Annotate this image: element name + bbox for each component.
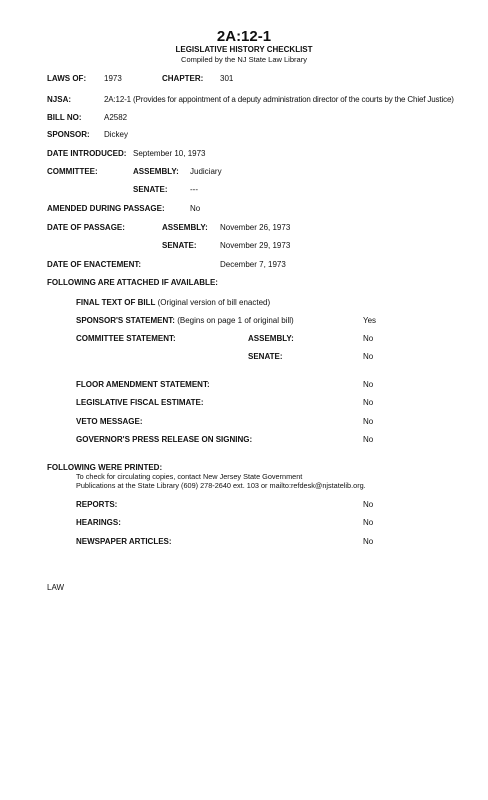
- governor-release-value: No: [363, 435, 374, 444]
- bill-no-label: BILL NO:: [47, 113, 82, 122]
- newspaper-value: No: [363, 537, 374, 546]
- chapter-label: CHAPTER:: [162, 74, 204, 83]
- chapter-value: 301: [220, 74, 234, 83]
- final-text-note: (Original version of bill enacted): [157, 298, 271, 307]
- committee-senate-value: ---: [190, 185, 198, 194]
- attached-heading: FOLLOWING ARE ATTACHED IF AVAILABLE:: [47, 278, 218, 287]
- printed-heading: FOLLOWING WERE PRINTED:: [47, 463, 163, 472]
- printed-note-line1: To check for circulating copies, contact New Jersey State Government: [76, 472, 303, 481]
- passage-assembly-value: November 26, 1973: [220, 223, 291, 232]
- date-introduced-label: DATE INTRODUCED:: [47, 149, 127, 158]
- passage-assembly-label: ASSEMBLY:: [162, 223, 208, 232]
- bill-no-value: A2582: [104, 113, 128, 122]
- sponsor-statement-label: SPONSOR'S STATEMENT:: [76, 316, 175, 325]
- fiscal-estimate-label: LEGISLATIVE FISCAL ESTIMATE:: [76, 398, 204, 407]
- final-text-row: [76, 298, 270, 307]
- date-of-enactment-value: December 7, 1973: [220, 260, 286, 269]
- hearings-label: HEARINGS:: [76, 518, 121, 527]
- sponsor-statement-row: [76, 316, 294, 325]
- sponsor-statement-note: (Begins on page 1 of original bill): [177, 316, 294, 325]
- committee-statement-senate-label: SENATE:: [248, 352, 283, 361]
- newspaper-label: NEWSPAPER ARTICLES:: [76, 537, 172, 546]
- sponsor-label: SPONSOR:: [47, 130, 90, 139]
- committee-assembly-label: ASSEMBLY:: [133, 167, 179, 176]
- floor-amendment-label: FLOOR AMENDMENT STATEMENT:: [76, 380, 210, 389]
- page-title: 2A:12-1: [216, 28, 272, 45]
- laws-of-label: LAWS OF:: [47, 74, 87, 83]
- veto-message-label: VETO MESSAGE:: [76, 417, 143, 426]
- compiled-by: Compiled by the NJ State Law Library: [181, 55, 307, 64]
- date-of-enactment-label: DATE OF ENACTEMENT:: [47, 260, 142, 269]
- amended-label: AMENDED DURING PASSAGE:: [47, 204, 165, 213]
- committee-statement-senate-value: No: [363, 352, 374, 361]
- committee-label: COMMITTEE:: [47, 167, 98, 176]
- committee-statement-assembly-value: No: [363, 334, 374, 343]
- floor-amendment-value: No: [363, 380, 374, 389]
- passage-senate-value: November 29, 1973: [220, 241, 291, 250]
- amended-value: No: [190, 204, 201, 213]
- checklist-subtitle: LEGISLATIVE HISTORY CHECKLIST: [175, 45, 313, 54]
- final-text-label: FINAL TEXT OF BILL: [76, 298, 156, 307]
- printed-note-line2: Publications at the State Library (609) 278-2640 ext. 103 or mailto:refdesk@njstatelib.org.: [76, 481, 366, 490]
- njsa-value: 2A:12-1 (Provides for appointment of a deputy administration director of the courts by the Chief Justice): [104, 95, 454, 104]
- sponsor-statement-value: Yes: [363, 316, 377, 325]
- reports-label: REPORTS:: [76, 500, 118, 509]
- committee-senate-label: SENATE:: [133, 185, 168, 194]
- governor-release-label: GOVERNOR'S PRESS RELEASE ON SIGNING:: [76, 435, 253, 444]
- committee-statement-assembly-label: ASSEMBLY:: [248, 334, 294, 343]
- laws-of-value: 1973: [104, 74, 122, 83]
- fiscal-estimate-value: No: [363, 398, 374, 407]
- passage-senate-label: SENATE:: [162, 241, 197, 250]
- veto-message-value: No: [363, 417, 374, 426]
- date-introduced-value: September 10, 1973: [133, 149, 206, 158]
- footer-text: LAW: [47, 583, 65, 592]
- sponsor-value: Dickey: [104, 130, 129, 139]
- hearings-value: No: [363, 518, 374, 527]
- reports-value: No: [363, 500, 374, 509]
- njsa-label: NJSA:: [47, 95, 72, 104]
- date-of-passage-label: DATE OF PASSAGE:: [47, 223, 125, 232]
- committee-statement-label: COMMITTEE STATEMENT:: [76, 334, 176, 343]
- committee-assembly-value: Judiciary: [190, 167, 222, 176]
